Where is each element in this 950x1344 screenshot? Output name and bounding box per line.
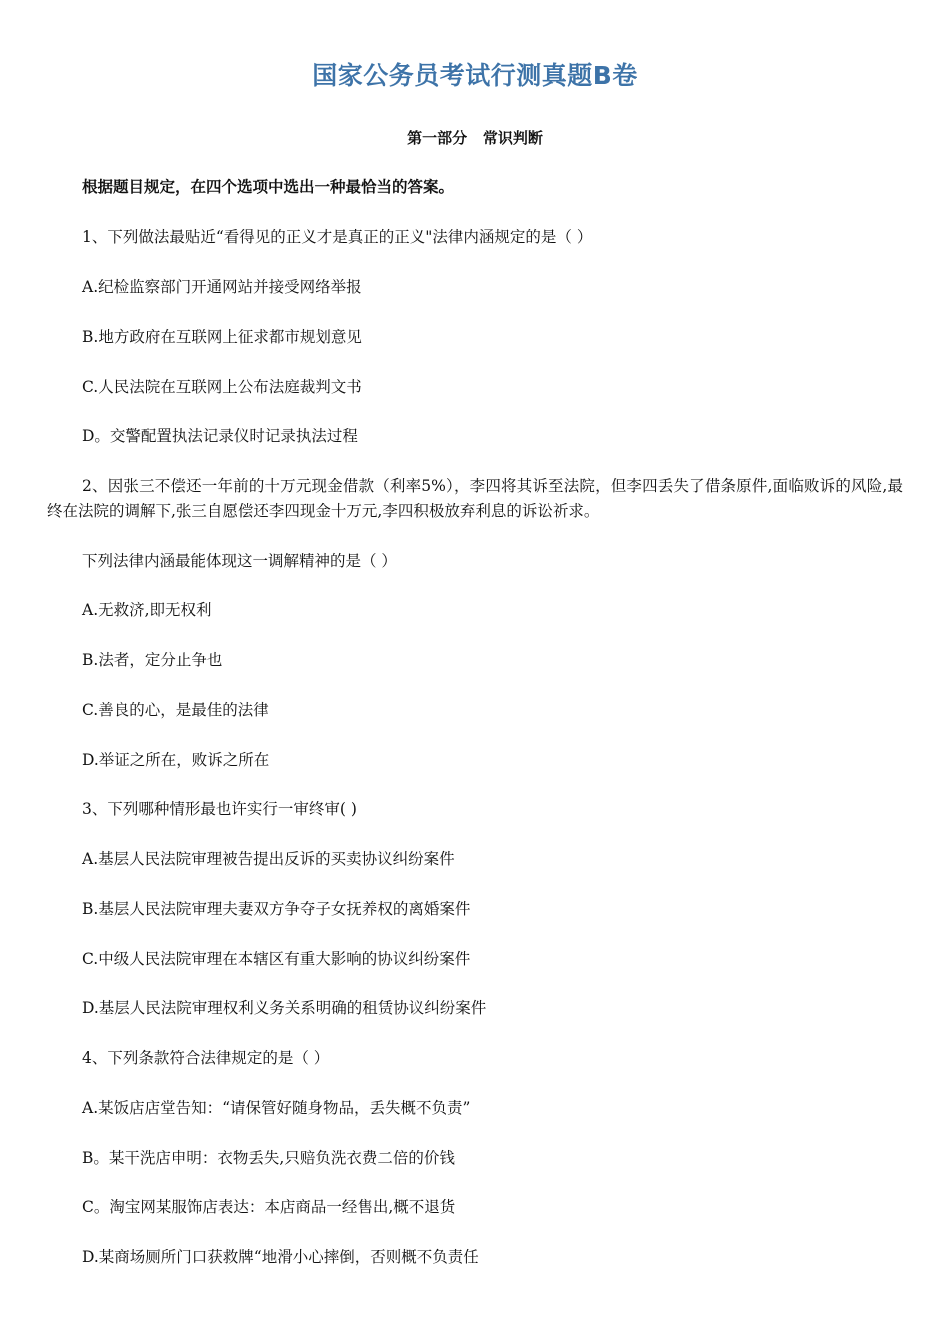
question-2-option-b: B.法者，定分止争也	[82, 651, 223, 669]
question-4-stem: 4、下列条款符合法律规定的是（ ）	[82, 1049, 330, 1067]
question-4-option-b: B。某干洗店申明：衣物丢失,只赔负洗衣费二倍的价钱	[82, 1149, 455, 1167]
question-4-option-c: C。淘宝网某服饰店表达：本店商品一经售出,概不退货	[82, 1198, 456, 1216]
question-1-option-d: D。交警配置执法记录仪时记录执法过程	[82, 427, 358, 445]
question-4-option-d: D.某商场厕所门口获救牌“地滑小心摔倒，否则概不负责任	[82, 1248, 479, 1266]
question-2-prompt: 下列法律内涵最能体现这一调解精神的是（ ）	[82, 552, 397, 570]
section-heading-text: 第一部分 常识判断	[407, 129, 543, 147]
question-2-option-c: C.善良的心，是最佳的法律	[82, 701, 269, 719]
question-1-option-c: C.人民法院在互联网上公布法庭裁判文书	[82, 378, 362, 396]
question-2-stem: 2、因张三不偿还一年前的十万元现金借款（利率5%），李四将其诉至法院，但李四丢失了借条原件,面临败诉的风险,最终在法院的调解下,张三自愿偿还李四现金十万元,李四积极放弃利息的诉讼祈求。	[47, 477, 903, 520]
question-3-option-c: C.中级人民法院审理在本辖区有重大影响的协议纠纷案件	[82, 950, 471, 968]
section-heading	[0, 127, 950, 148]
document-title: 国家公务员考试行测真题B卷	[312, 61, 638, 90]
question-2-option-a: A.无救济,即无权利	[82, 601, 212, 619]
question-3-option-d: D.基层人民法院审理权利义务关系明确的租赁协议纠纷案件	[82, 999, 487, 1017]
question-3-stem: 3、下列哪种情形最也许实行一审终审( )	[82, 800, 357, 818]
question-1-stem: 1、下列做法最贴近“看得见的正义才是真正的正义"法律内涵规定的是（ ）	[82, 228, 593, 246]
question-1-option-a: A.纪检监察部门开通网站并接受网络举报	[82, 278, 362, 296]
question-3-option-a: A.基层人民法院审理被告提出反诉的买卖协议纠纷案件	[82, 850, 455, 868]
question-2-option-d: D.举证之所在，败诉之所在	[82, 751, 270, 769]
question-4-option-a: A.某饭店店堂告知：“请保管好随身物品，丢失概不负责”	[82, 1099, 471, 1117]
instruction: 根据题目规定，在四个选项中选出一种最恰当的答案。	[82, 177, 455, 196]
question-1-option-b: B.地方政府在互联网上征求都市规划意见	[82, 328, 362, 346]
question-3-option-b: B.基层人民法院审理夫妻双方争夺子女抚养权的离婚案件	[82, 900, 471, 918]
